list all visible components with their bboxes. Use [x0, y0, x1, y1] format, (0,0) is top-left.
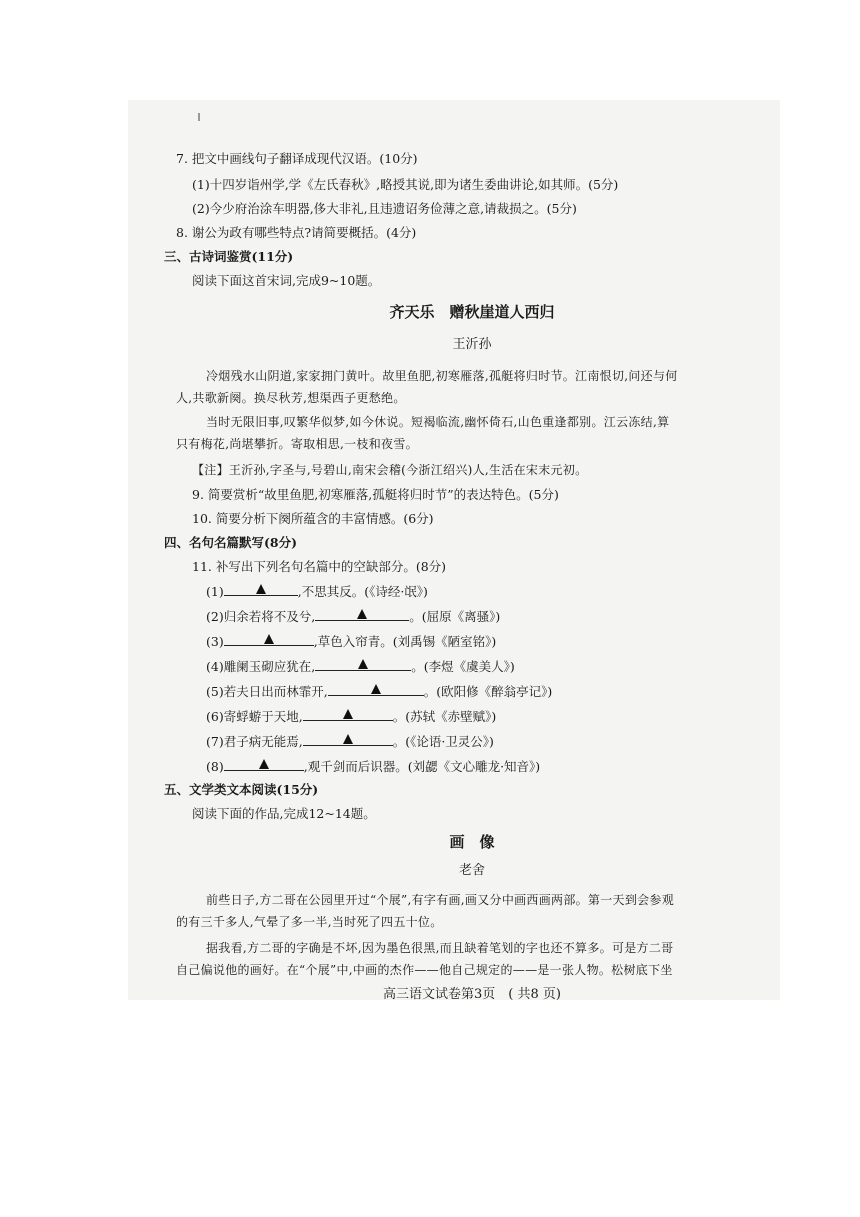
- story-paragraph-2-line-2: 自己偏说他的画好。在“个展”中,中画的杰作——他自己规定的——是一张人物。松树底下坐: [176, 963, 673, 977]
- exam-page: [162, 0, 802, 1217]
- poem-author: 王沂孙: [452, 337, 492, 352]
- fill-blank-item-7: (7)君子病无能焉, 。(《论语·卫灵公》): [206, 734, 494, 749]
- fill-blank-item-4: (4)雕阑玉砌应犹在, 。(李煜《虞美人》): [206, 659, 515, 674]
- story-paragraph-2-line-1: 据我看,方二哥的字确是不坏,因为墨色很黑,而且缺着笔划的字也还不算多。可是方二哥: [206, 941, 674, 955]
- poem-title: 齐天乐 赠秋崖道人西归: [389, 303, 555, 321]
- triangle-marker-icon: [357, 609, 367, 619]
- story-author: 老舍: [458, 863, 485, 878]
- triangle-marker-icon: [264, 634, 274, 644]
- triangle-marker-icon: [256, 584, 266, 594]
- section-5-heading: 五、文学类文本阅读(15分): [164, 782, 319, 797]
- fill-blank-item-2: (2)归余若将不及兮, 。(屈原《离骚》): [206, 609, 501, 624]
- page-footer: 高三语文试卷第3页 ( 共8 页): [383, 987, 561, 1002]
- answer-blank-2[interactable]: [315, 607, 409, 621]
- poem-note: 【注】王沂孙,字圣与,号碧山,南宋会稽(今浙江绍兴)人,生活在宋末元初。: [192, 463, 588, 477]
- fill-blank-item-8: (8) ,观千剑而后识器。(刘勰《文心雕龙·知音》): [206, 759, 541, 774]
- question-7: 7. 把文中画线句子翻译成现代汉语。(10分): [176, 151, 418, 166]
- answer-blank-3[interactable]: [224, 632, 314, 646]
- poem-stanza-1-line-2: 人,共歌新阕。换尽秋芳,想渠西子更愁绝。: [176, 391, 406, 405]
- fill-blank-item-1: (1) ,不思其反。(《诗经·氓》): [206, 584, 428, 599]
- fill-blank-item-5: (5)若夫日出而林霏开, 。(欧阳修《醉翁亭记》): [206, 684, 553, 699]
- poem-stanza-2-line-2: 只有梅花,尚堪攀折。寄取相思,一枝和夜雪。: [176, 437, 418, 451]
- fill-blank-item-6: (6)寄蜉蝣于天地, 。(苏轼《赤壁赋》): [206, 709, 497, 724]
- answer-blank-6[interactable]: [303, 707, 393, 721]
- triangle-marker-icon: [343, 734, 353, 744]
- story-paragraph-1-line-1: 前些日子,方二哥在公园里开过“个展”,有字有画,画又分中画西画两部。第一天到会参观: [206, 893, 675, 907]
- answer-blank-7[interactable]: [303, 732, 393, 746]
- answer-blank-5[interactable]: [328, 682, 424, 696]
- question-7-sentence-1: (1)十四岁诣州学,学《左氏春秋》,略授其说,即为诸生委曲讲论,如其师。(5分): [192, 177, 619, 192]
- story-paragraph-1-line-2: 的有三千多人,气晕了多一半,当时死了四五十位。: [176, 915, 443, 929]
- triangle-marker-icon: [259, 759, 269, 769]
- question-10: 10. 简要分析下阕所蕴含的丰富情感。(6分): [192, 511, 434, 526]
- answer-blank-1[interactable]: [224, 582, 298, 596]
- triangle-marker-icon: [371, 684, 381, 694]
- triangle-marker-icon: [358, 659, 368, 669]
- triangle-marker-icon: [343, 709, 353, 719]
- question-8: 8. 谢公为政有哪些特点?请简要概括。(4分): [176, 225, 417, 240]
- poem-stanza-1-line-1: 冷烟残水山阴道,家家拥门黄叶。故里鱼肥,初寒雁落,孤艇将归时节。江南恨切,问还与何: [206, 369, 678, 383]
- section-3-heading: 三、古诗词鉴赏(11分): [164, 249, 294, 264]
- section-4-heading: 四、名句名篇默写(8分): [164, 535, 298, 550]
- question-11: 11. 补写出下列名句名篇中的空缺部分。(8分): [192, 559, 447, 574]
- answer-blank-4[interactable]: [315, 657, 411, 671]
- question-7-sentence-2: (2)今少府治涂车明器,侈大非礼,且违遗诏务俭薄之意,请裁损之。(5分): [192, 201, 577, 216]
- story-title: 画 像: [449, 833, 495, 851]
- question-9: 9. 简要赏析“故里鱼肥,初寒雁落,孤艇将归时节”的表达特色。(5分): [192, 487, 559, 502]
- poem-stanza-2-line-1: 当时无限旧事,叹繁华似梦,如今休说。短褐临流,幽怀倚石,山色重逢都别。江云冻结,算: [206, 415, 670, 429]
- fill-blank-item-3: (3) ,草色入帘青。(刘禹锡《陋室铭》): [206, 634, 497, 649]
- section-5-instructions: 阅读下面的作品,完成12~14题。: [192, 806, 376, 821]
- answer-blank-8[interactable]: [224, 757, 304, 771]
- section-3-instructions: 阅读下面这首宋词,完成9~10题。: [192, 273, 381, 288]
